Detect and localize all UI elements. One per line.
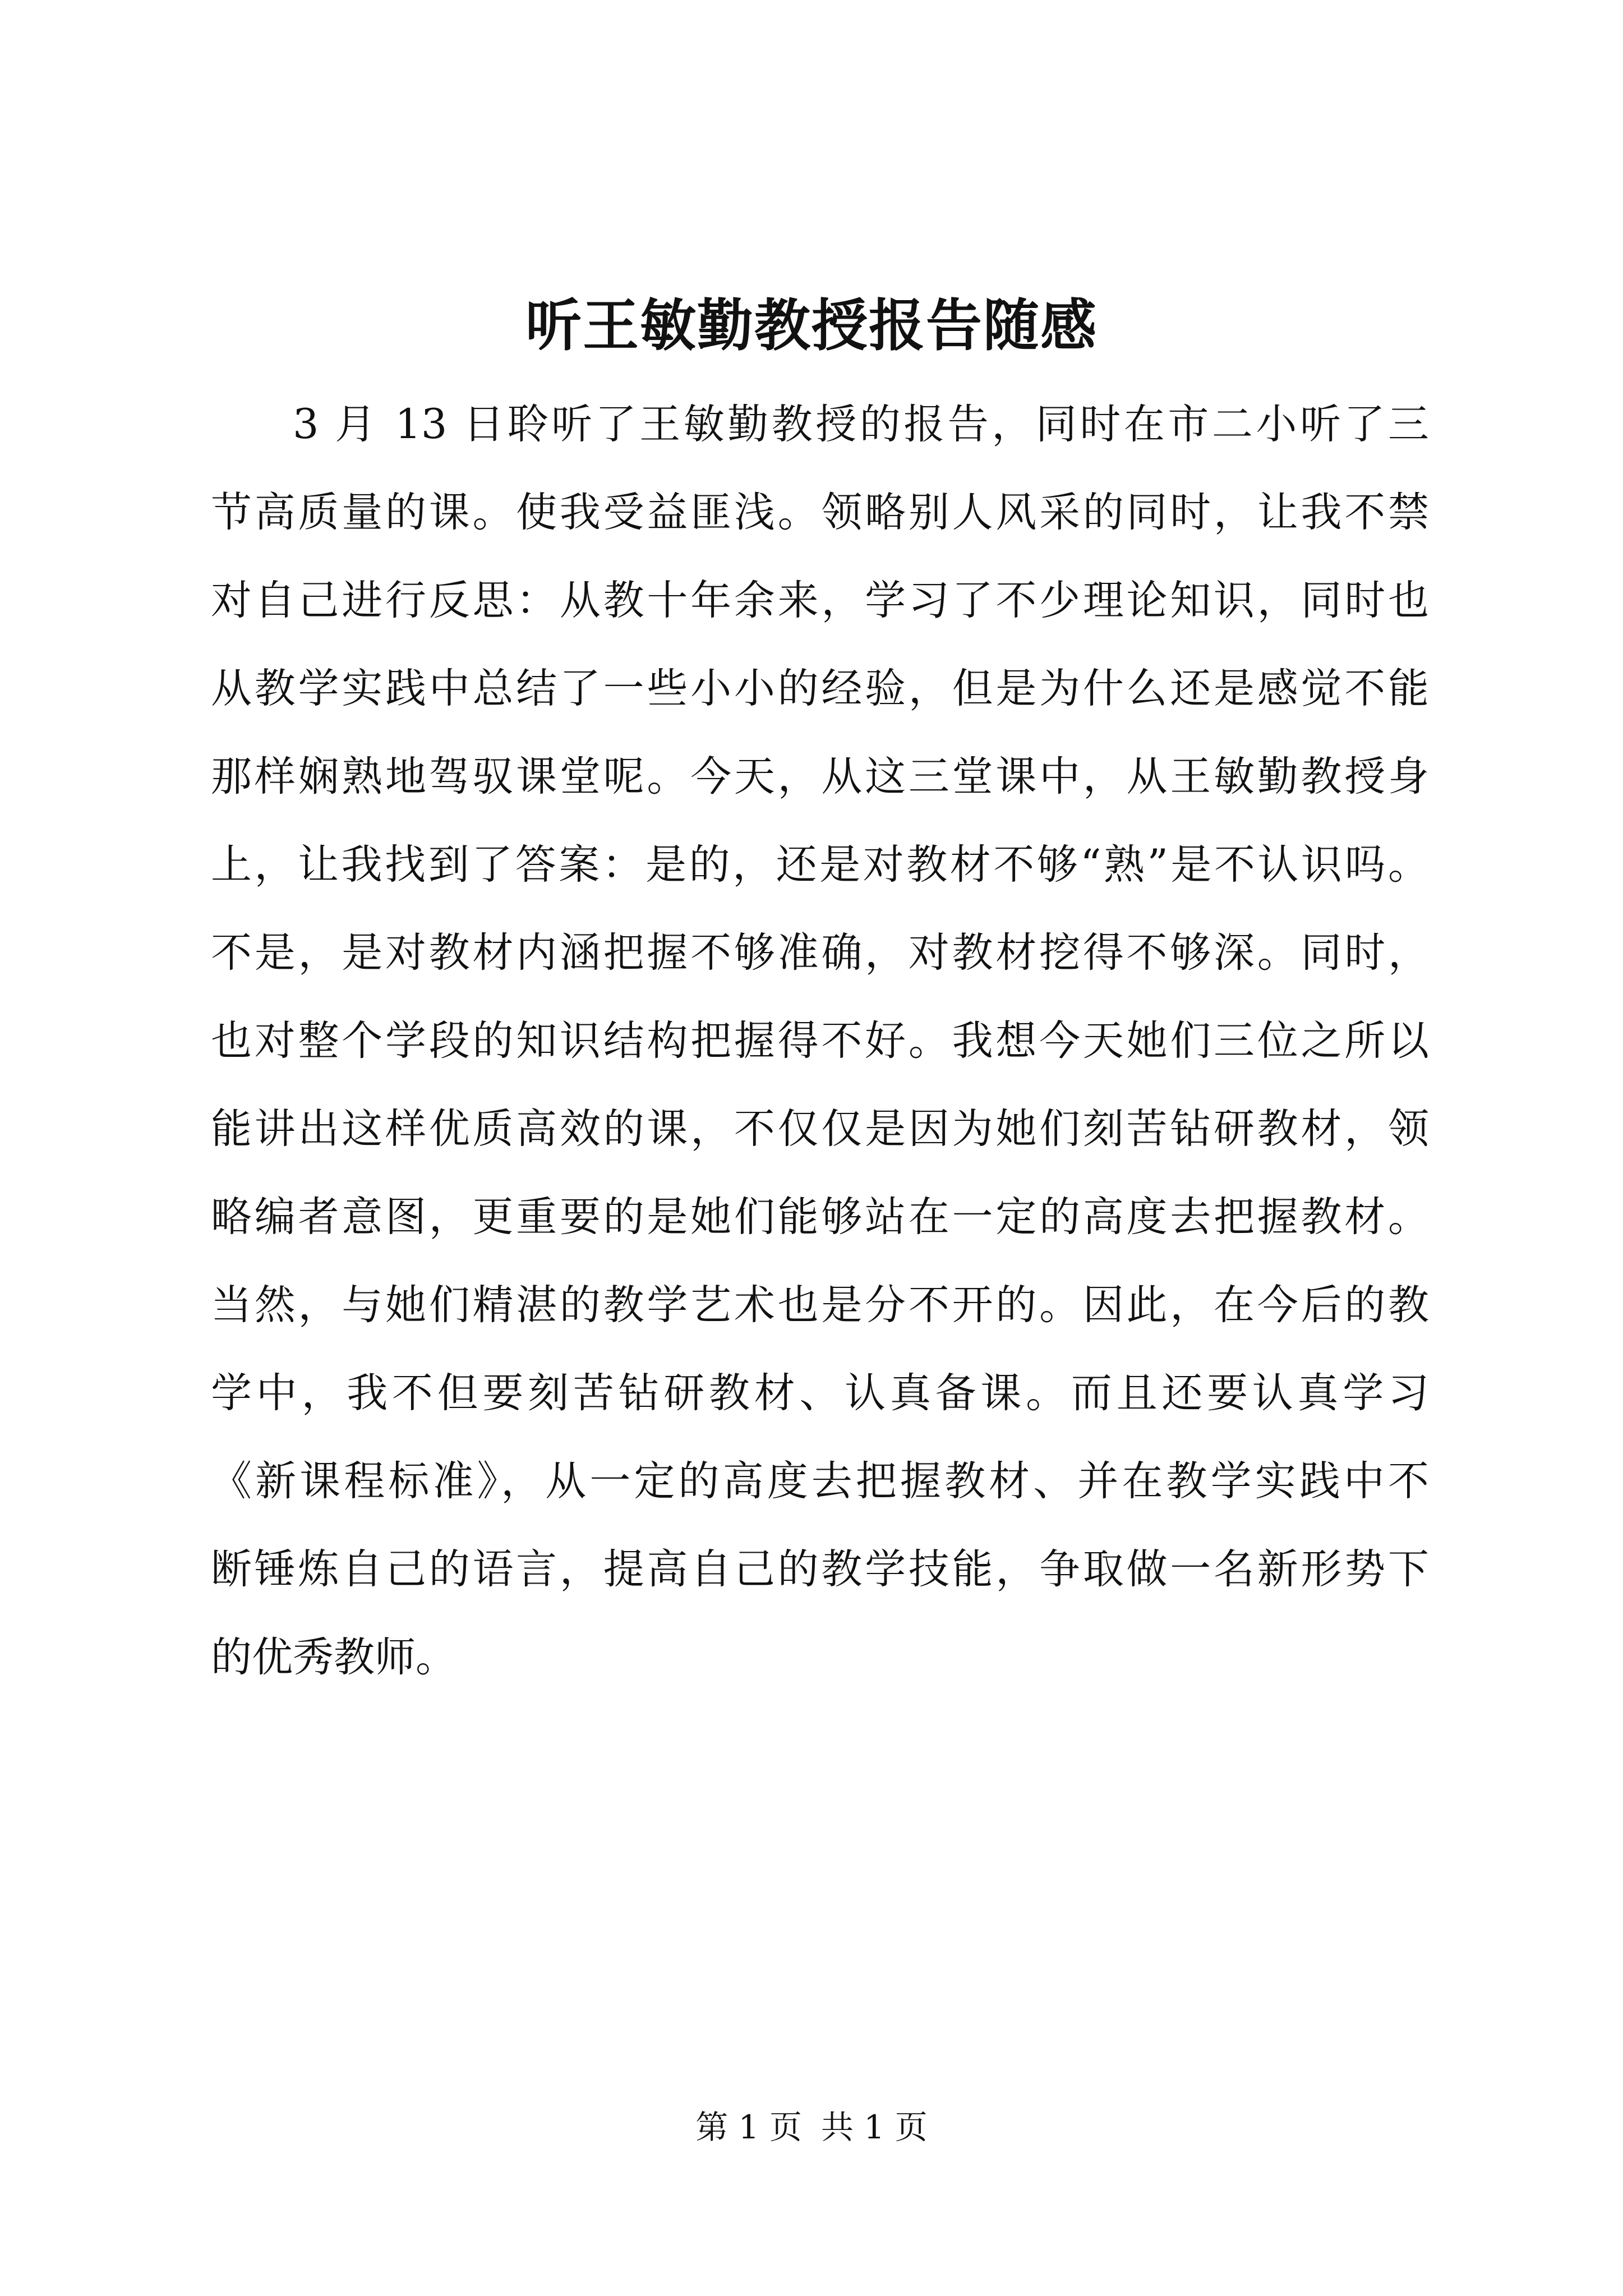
- page-footer: [0, 2105, 1623, 2150]
- body-line-8: 也对整个学段的知识结构把握得不好。我想今天她们三位之所以: [211, 1017, 1429, 1065]
- body-line-14: 断锤炼自己的语言，提高自己的教学技能，争取做一名新形势下: [211, 1545, 1429, 1593]
- body-line-13: 《新课程标准》，从一定的高度去把握教材、并在教学实践中不: [211, 1457, 1429, 1505]
- body-line-15: 的优秀教师。: [211, 1634, 457, 1681]
- document-title: 听王敏勤教授报告随感: [525, 292, 1098, 358]
- body-line-10: 略编者意图，更重要的是她们能够站在一定的高度去把握教材。: [211, 1193, 1429, 1241]
- document-body: [211, 380, 1429, 1701]
- body-line-7: 不是，是对教材内涵把握不够准确，对教材挖得不够深。同时，: [211, 929, 1429, 977]
- body-line-1: 3 月 13 日聆听了王敏勤教授的报告，同时在市二小听了三: [293, 401, 1429, 448]
- body-line-11: 当然，与她们精湛的教学艺术也是分不开的。因此，在今后的教: [211, 1281, 1429, 1329]
- body-line-6: 上，让我找到了答案：是的，还是对教材不够“熟”是不认识吗。: [211, 841, 1429, 889]
- body-line-4: 从教学实践中总结了一些小小的经验，但是为什么还是感觉不能: [211, 665, 1429, 712]
- page-total: 共 1 页: [821, 2108, 928, 2146]
- body-line-2: 节高质量的课。使我受益匪浅。领略别人风采的同时，让我不禁: [211, 489, 1429, 536]
- body-line-3: 对自己进行反思：从教十年余来，学习了不少理论知识，同时也: [211, 577, 1429, 624]
- body-line-12: 学中，我不但要刻苦钻研教材、认真备课。而且还要认真学习: [211, 1369, 1429, 1417]
- body-line-5: 那样娴熟地驾驭课堂呢。今天，从这三堂课中，从王敏勤教授身: [211, 753, 1429, 800]
- body-line-9: 能讲出这样优质高效的课，不仅仅是因为她们刻苦钻研教材，领: [211, 1105, 1429, 1153]
- page-number: 第 1 页: [695, 2108, 802, 2146]
